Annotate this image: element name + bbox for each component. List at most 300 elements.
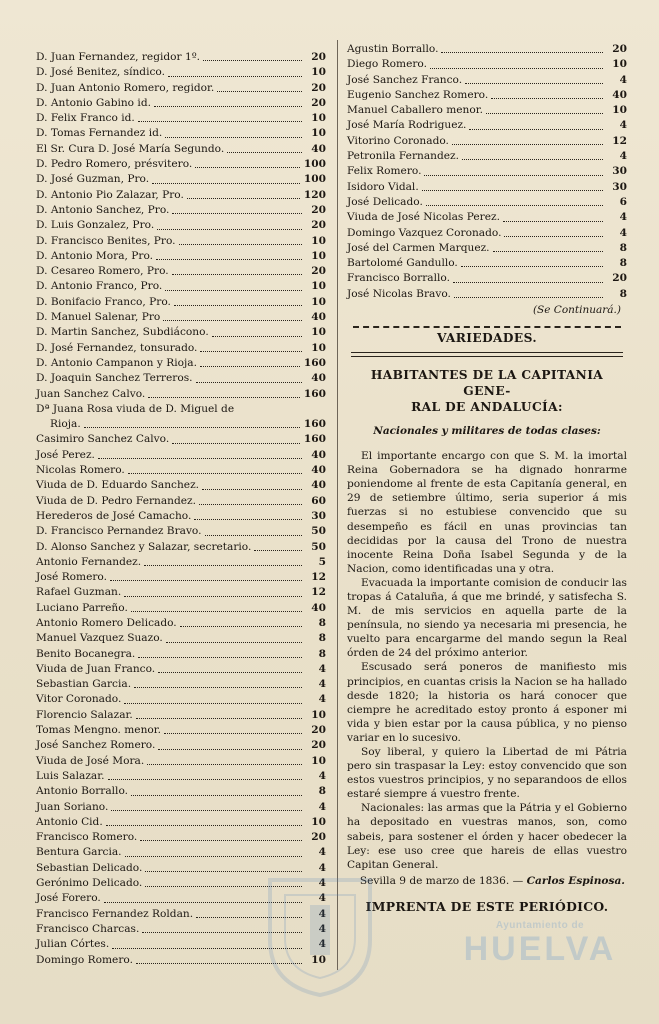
donor-name: Viuda de José Mora. [36, 754, 145, 767]
donation-amount: 30 [311, 509, 326, 522]
leader-dots [165, 290, 302, 291]
donor-entry [347, 57, 627, 72]
leader-dots [110, 580, 302, 581]
leader-dots [152, 183, 300, 184]
leader-dots [227, 152, 302, 153]
leader-dots [465, 83, 603, 84]
donor-entry [347, 149, 627, 164]
donation-amount: 100 [303, 173, 326, 186]
donor-entry [36, 953, 326, 968]
donor-name: Bentura Garcia. [36, 846, 122, 859]
leader-dots [154, 106, 302, 107]
donor-entry [36, 387, 326, 402]
donor-entry [36, 203, 326, 218]
donor-entry [347, 164, 627, 179]
donor-name: D. Antonio Campanon y Rioja. [36, 356, 197, 369]
donor-name: D. José Guzman, Pro. [36, 173, 150, 186]
donor-name: José Sanchez Franco. [347, 73, 463, 86]
donor-name: Herederos de José Camacho. [36, 509, 192, 522]
leader-dots [172, 443, 300, 444]
donor-entry [347, 73, 627, 88]
donor-name: Gerónimo Delicado. [36, 877, 143, 890]
donor-entry [36, 249, 326, 264]
donor-name: D. Manuel Salenar, Pro [36, 311, 161, 324]
leader-dots [131, 795, 302, 796]
donor-entry [36, 157, 326, 172]
donor-name: D. José Fernandez, tonsurado. [36, 341, 198, 354]
donor-name: Juan Sanchez Calvo. [36, 387, 146, 400]
donor-name: Viuda de José Nicolas Perez. [347, 211, 500, 224]
donor-name: José Sanchez Romero. [36, 739, 156, 752]
donor-name: José Perez. [36, 448, 95, 461]
donation-amount: 10 [311, 815, 326, 828]
leader-dots [196, 382, 302, 383]
donor-entry [36, 432, 326, 447]
donor-name: D. Francisco Benites, Pro. [36, 234, 176, 247]
donor-entry [347, 88, 627, 103]
donation-amount: 40 [311, 448, 326, 461]
watermark [430, 920, 650, 967]
donor-name: Tomas Mengno. menor. [36, 724, 162, 737]
article-paragraph: Escusado será poneros de manifiesto mis principios, en cuantas crisis la Nacion se ha hallado desde 1820; la historia os hará conocer que ciempre he acreditado estoy pronto á esponer mi vida y bien estar por la causa pública, y no pienso variar en lo sucesivo. [347, 661, 627, 744]
donor-entry [36, 524, 326, 539]
leader-dots [172, 213, 302, 214]
donor-name: Antonio Borrallo. [36, 785, 129, 798]
donor-entry [36, 417, 326, 432]
donor-entry [36, 509, 326, 524]
donor-name: Luciano Parreño. [36, 601, 128, 614]
leader-dots [138, 657, 302, 658]
leader-dots [145, 886, 302, 887]
leader-dots [166, 642, 302, 643]
article-title-line1: HABITANTES DE LA CAPITANIA GENE- [370, 368, 604, 399]
article-subtitle: Nacionales y militares de todas clases: [373, 425, 601, 438]
donor-name: D. José Benitez, síndico. [36, 66, 165, 79]
leader-dots [217, 91, 302, 92]
leader-dots [142, 932, 302, 933]
section-title: VARIEDADES. [437, 331, 537, 346]
donation-amount: 6 [619, 195, 627, 208]
donor-entry [36, 463, 326, 478]
donor-entry [36, 264, 326, 279]
donation-amount: 20 [311, 724, 326, 737]
leader-dots [145, 871, 302, 872]
leader-dots [203, 60, 302, 61]
donation-amount: 10 [612, 104, 627, 117]
donor-list-right [347, 42, 627, 302]
donation-amount: 5 [318, 555, 326, 568]
donation-amount: 20 [311, 51, 326, 63]
donor-name: Juan Soriano. [36, 800, 109, 813]
donor-name: D. Juan Fernandez, regidor 1º. [36, 51, 201, 63]
leader-dots [131, 611, 302, 612]
leader-dots [106, 825, 302, 826]
leader-dots [194, 519, 302, 520]
donor-entry [36, 111, 326, 126]
watermark-big: HUELVA [463, 930, 617, 968]
leader-dots [254, 550, 302, 551]
leader-dots [157, 229, 302, 230]
leader-dots [202, 489, 302, 490]
donor-entry [36, 555, 326, 570]
leader-dots [134, 687, 302, 688]
donor-entry [36, 279, 326, 294]
donation-amount: 4 [318, 877, 326, 890]
donor-entry [347, 180, 627, 195]
donation-amount: 20 [311, 739, 326, 752]
article-paragraph: Nacionales: las armas que la Pátria y el Gobierno ha depositado en vuestras manos, son, como sabeis, para sostener el órden y hacer obedecer la Ley: ese uso cree que hareis de ellas vuestro Capitan General. [347, 802, 627, 871]
leader-dots [138, 121, 302, 122]
donation-amount: 10 [311, 280, 326, 293]
donation-amount: 8 [318, 647, 326, 660]
donor-entry [36, 325, 326, 340]
donation-amount: 10 [311, 754, 326, 767]
leader-dots [454, 297, 603, 298]
donor-entry [36, 738, 326, 753]
signature-dash: — [512, 874, 524, 887]
leader-dots [424, 175, 603, 176]
donor-entry [36, 830, 326, 845]
donor-entry [36, 478, 326, 493]
donation-amount: 40 [311, 142, 326, 155]
donor-entry [347, 241, 627, 256]
donation-amount: 12 [612, 134, 627, 147]
donor-entry [347, 256, 627, 271]
donor-name: Vitor Coronado. [36, 693, 122, 706]
donor-name: Diego Romero. [347, 58, 427, 71]
donor-entry [36, 907, 326, 922]
donor-entry [36, 891, 326, 906]
donor-name: Francisco Fernandez Roldan. [36, 907, 194, 920]
article-paragraph: El importante encargo con que S. M. la imortal Reina Gobernadora se ha dignado honrarme poniendome al frente de esta Capitanía general, en 29 de setiembre último, seria superior á mis fuerzas si no estubiese convencido que su desempeño es fácil en unas provincias tan decididas por la causa del Trono de nuestra inocente Reina Doña Isabel Segunda y de la Nacion, como identificadas una y otra. [347, 450, 627, 575]
donor-entry [36, 81, 326, 96]
donation-amount: 10 [311, 234, 326, 247]
donor-name: José María Rodriguez. [347, 119, 467, 132]
donation-amount: 10 [311, 341, 326, 354]
donation-amount: 40 [311, 464, 326, 477]
leader-dots [112, 948, 302, 949]
leader-dots [163, 320, 302, 321]
donor-entry [347, 195, 627, 210]
leader-dots [503, 221, 603, 222]
donor-entry [36, 708, 326, 723]
leader-dots [430, 68, 603, 69]
leader-dots [136, 963, 302, 964]
leader-dots [98, 458, 302, 459]
donor-name: D. Antonio Sanchez, Pro. [36, 203, 170, 216]
leader-dots [426, 205, 603, 206]
right-column [347, 42, 627, 914]
donor-name: Petronila Fernandez. [347, 150, 459, 163]
donor-name: Dª Juana Rosa viuda de D. Miguel de [36, 402, 235, 415]
donor-name: Antonio Cid. [36, 815, 103, 828]
donor-name: Casimiro Sanchez Calvo. [36, 433, 170, 446]
donor-entry [347, 118, 627, 133]
donor-entry [36, 861, 326, 876]
donor-name: D. Bonifacio Franco, Pro. [36, 295, 171, 308]
donor-name: Manuel Caballero menor. [347, 104, 483, 117]
donor-name: Viuda de D. Pedro Fernandez. [36, 494, 196, 507]
donation-amount: 4 [318, 892, 326, 905]
donation-amount: 20 [311, 265, 326, 278]
donation-amount: 160 [303, 387, 326, 400]
donor-name: José Delicado. [347, 195, 423, 208]
donation-amount: 10 [311, 326, 326, 339]
leader-dots [200, 351, 302, 352]
donor-entry [36, 494, 326, 509]
donation-amount: 12 [311, 571, 326, 584]
leader-dots [196, 917, 302, 918]
donor-entry [36, 677, 326, 692]
donor-name: Benito Bocanegra. [36, 647, 136, 660]
donation-amount: 4 [318, 769, 326, 782]
leader-dots [441, 52, 603, 53]
title-rule [351, 352, 623, 357]
leader-dots [158, 672, 302, 673]
donor-entry [36, 356, 326, 371]
leader-dots [158, 749, 302, 750]
donation-amount: 8 [619, 241, 627, 254]
donor-name: Eugenio Sanchez Romero. [347, 88, 489, 101]
donor-name: D. Antonio Franco, Pro. [36, 280, 163, 293]
donor-name: Agustin Borrallo. [347, 43, 439, 55]
leader-dots [156, 259, 302, 260]
donor-name: Domingo Vazquez Coronado. [347, 226, 502, 239]
donation-amount: 4 [318, 938, 326, 951]
leader-dots [104, 902, 302, 903]
section-separator [353, 326, 621, 328]
donor-entry [36, 800, 326, 815]
donor-entry [36, 922, 326, 937]
donor-name: Nicolas Romero. [36, 464, 125, 477]
leader-dots [462, 159, 603, 160]
donor-name: D. Antonio Pio Zalazar, Pro. [36, 188, 184, 201]
donor-name: José Forero. [36, 892, 101, 905]
donation-amount: 4 [318, 922, 326, 935]
donor-entry [347, 271, 627, 286]
donation-amount: 40 [311, 601, 326, 614]
donor-name: Francisco Charcas. [36, 922, 140, 935]
donor-entry [36, 448, 326, 463]
donor-name: Luis Salazar. [36, 769, 105, 782]
printer-imprint: IMPRENTA DE ESTE PERIÓDICO. [365, 898, 609, 914]
donor-list-left [36, 50, 326, 968]
donation-amount: 10 [311, 295, 326, 308]
leader-dots [422, 190, 603, 191]
donor-name: José Romero. [36, 571, 107, 584]
donor-entry [36, 723, 326, 738]
leader-dots [108, 779, 303, 780]
leader-dots [148, 397, 300, 398]
leader-dots [212, 336, 302, 337]
donation-amount: 20 [311, 96, 326, 109]
donor-entry [347, 226, 627, 241]
leader-dots [180, 626, 302, 627]
donation-amount: 30 [612, 180, 627, 193]
donation-amount: 4 [318, 861, 326, 874]
donor-name: Isidoro Vidal. [347, 180, 419, 193]
donor-name: D. Juan Antonio Romero, regidor. [36, 81, 215, 94]
donation-amount: 10 [311, 66, 326, 79]
donation-amount: 8 [318, 616, 326, 629]
donor-name: Manuel Vazquez Suazo. [36, 632, 163, 645]
article-body [347, 449, 627, 872]
donor-entry [36, 310, 326, 325]
donation-amount: 4 [619, 150, 627, 163]
donation-amount: 10 [311, 953, 326, 966]
donor-entry [36, 126, 326, 141]
donation-amount: 20 [311, 831, 326, 844]
donation-amount: 8 [619, 287, 627, 300]
donation-amount: 20 [612, 43, 627, 55]
donor-name: Francisco Romero. [36, 831, 138, 844]
donor-name: Francisco Borrallo. [347, 272, 450, 285]
donor-name: D. Francisco Pernandez Bravo. [36, 525, 202, 538]
leader-dots [164, 733, 302, 734]
donor-entry [347, 210, 627, 225]
donor-entry [36, 647, 326, 662]
donor-name: Sebastian Garcia. [36, 678, 132, 691]
donation-amount: 4 [619, 119, 627, 132]
donation-amount: 40 [311, 372, 326, 385]
donor-name: Florencio Salazar. [36, 708, 133, 721]
donor-entry [36, 65, 326, 80]
signature-place-date: Sevilla 9 de marzo de 1836. [359, 874, 510, 887]
donor-entry [36, 585, 326, 600]
donation-amount: 20 [311, 203, 326, 216]
donor-name: D. Joaquin Sanchez Terreros. [36, 372, 193, 385]
leader-dots [172, 274, 302, 275]
donor-name: Viuda de D. Eduardo Sanchez. [36, 479, 200, 492]
donor-entry [36, 295, 326, 310]
donor-entry [36, 371, 326, 386]
leader-dots [452, 144, 603, 145]
donor-name: José Nicolas Bravo. [347, 287, 451, 300]
leader-dots [174, 305, 302, 306]
donation-amount: 4 [318, 662, 326, 675]
donor-entry [36, 631, 326, 646]
donation-amount: 8 [619, 257, 627, 270]
donor-entry [347, 42, 627, 57]
donation-amount: 20 [311, 219, 326, 232]
donation-amount: 10 [311, 127, 326, 140]
leader-dots [469, 129, 603, 130]
column-divider [337, 40, 338, 970]
leader-dots [128, 473, 302, 474]
donor-entry [36, 50, 326, 65]
donation-amount: 40 [311, 479, 326, 492]
leader-dots [200, 366, 300, 367]
donor-name: Julian Córtes. [36, 938, 110, 951]
leader-dots [504, 236, 603, 237]
donation-amount: 4 [318, 678, 326, 691]
donation-amount: 4 [318, 693, 326, 706]
donor-name: Sebastian Delicado. [36, 861, 143, 874]
donor-name: Viuda de Juan Franco. [36, 662, 156, 675]
donor-entry [36, 784, 326, 799]
donor-name: Rioja. [50, 418, 81, 431]
continue-note: (Se Continuará.) [532, 304, 621, 317]
leader-dots [195, 167, 300, 168]
article-paragraph: Soy liberal, y quiero la Libertad de mi Pátria pero sin traspasar la Ley: estoy convencido que son estos vuestros principios, y no separandoos de ellos estaré siempre á vuestro frente. [347, 746, 627, 801]
donation-amount: 30 [612, 165, 627, 178]
donation-amount: 20 [612, 272, 627, 285]
donor-entry [36, 540, 326, 555]
leader-dots [147, 764, 302, 765]
article-paragraph: Evacuada la importante comision de conducir las tropas á Cataluña, á que me brindé, y satisfecha S. M. de mis servicios en aquella parte de la península, no siendo ya necesaria mi presencia, he vuelto para encargarme del mando segun la Real órden de 24 del próximo anterior. [347, 576, 627, 660]
donor-entry [36, 662, 326, 677]
donor-entry [36, 172, 326, 187]
leader-dots [111, 810, 302, 811]
leader-dots [461, 266, 603, 267]
donor-name: D. Tomas Fernandez id. [36, 127, 163, 140]
donor-entry [36, 218, 326, 233]
donor-name: D. Martin Sanchez, Subdiácono. [36, 326, 209, 339]
leader-dots [205, 535, 303, 536]
article-title-line2: RAL DE ANDALUCÍA: [411, 400, 563, 415]
donor-entry [36, 96, 326, 111]
leader-dots [144, 565, 302, 566]
donor-entry [36, 769, 326, 784]
signature-name: Carlos Espinosa. [526, 874, 625, 887]
donation-amount: 4 [619, 73, 627, 86]
donation-amount: 4 [318, 846, 326, 859]
leader-dots [165, 137, 302, 138]
leader-dots [187, 198, 300, 199]
donation-amount: 4 [619, 226, 627, 239]
leader-dots [124, 703, 302, 704]
donor-entry [36, 188, 326, 203]
donation-amount: 160 [303, 418, 326, 431]
donor-entry [347, 134, 627, 149]
donor-entry [36, 937, 326, 952]
donor-name: D. Felix Franco id. [36, 112, 135, 125]
leader-dots [453, 282, 603, 283]
donor-entry [347, 103, 627, 118]
donation-amount: 160 [303, 356, 326, 369]
donor-name: Antonio Fernandez. [36, 555, 142, 568]
donor-name: D. Pedro Romero, présvitero. [36, 158, 193, 171]
leader-dots [168, 76, 302, 77]
donor-entry [36, 616, 326, 631]
donor-entry [36, 876, 326, 891]
donation-amount: 12 [311, 586, 326, 599]
donor-entry [36, 754, 326, 769]
donation-amount: 10 [311, 249, 326, 262]
donor-entry [36, 815, 326, 830]
donation-amount: 8 [318, 785, 326, 798]
donation-amount: 20 [311, 81, 326, 94]
leader-dots [491, 98, 603, 99]
leader-dots [486, 113, 603, 114]
signature-line [347, 874, 627, 889]
donor-name: Domingo Romero. [36, 953, 133, 966]
donor-entry [36, 234, 326, 249]
donor-name: D. Cesareo Romero, Pro. [36, 265, 169, 278]
donor-name: Vitorino Coronado. [347, 134, 449, 147]
leader-dots [84, 427, 300, 428]
leader-dots [136, 718, 302, 719]
donation-amount: 40 [612, 88, 627, 101]
watermark-small: Ayuntamiento de [495, 920, 585, 931]
donation-amount: 120 [303, 188, 326, 201]
donation-amount: 10 [311, 708, 326, 721]
donor-entry [36, 845, 326, 860]
donor-name: El Sr. Cura D. José María Segundo. [36, 142, 225, 155]
donor-name: D. Alonso Sanchez y Salazar, secretario. [36, 540, 252, 553]
donor-name: Felix Romero. [347, 165, 422, 178]
leader-dots [179, 244, 302, 245]
